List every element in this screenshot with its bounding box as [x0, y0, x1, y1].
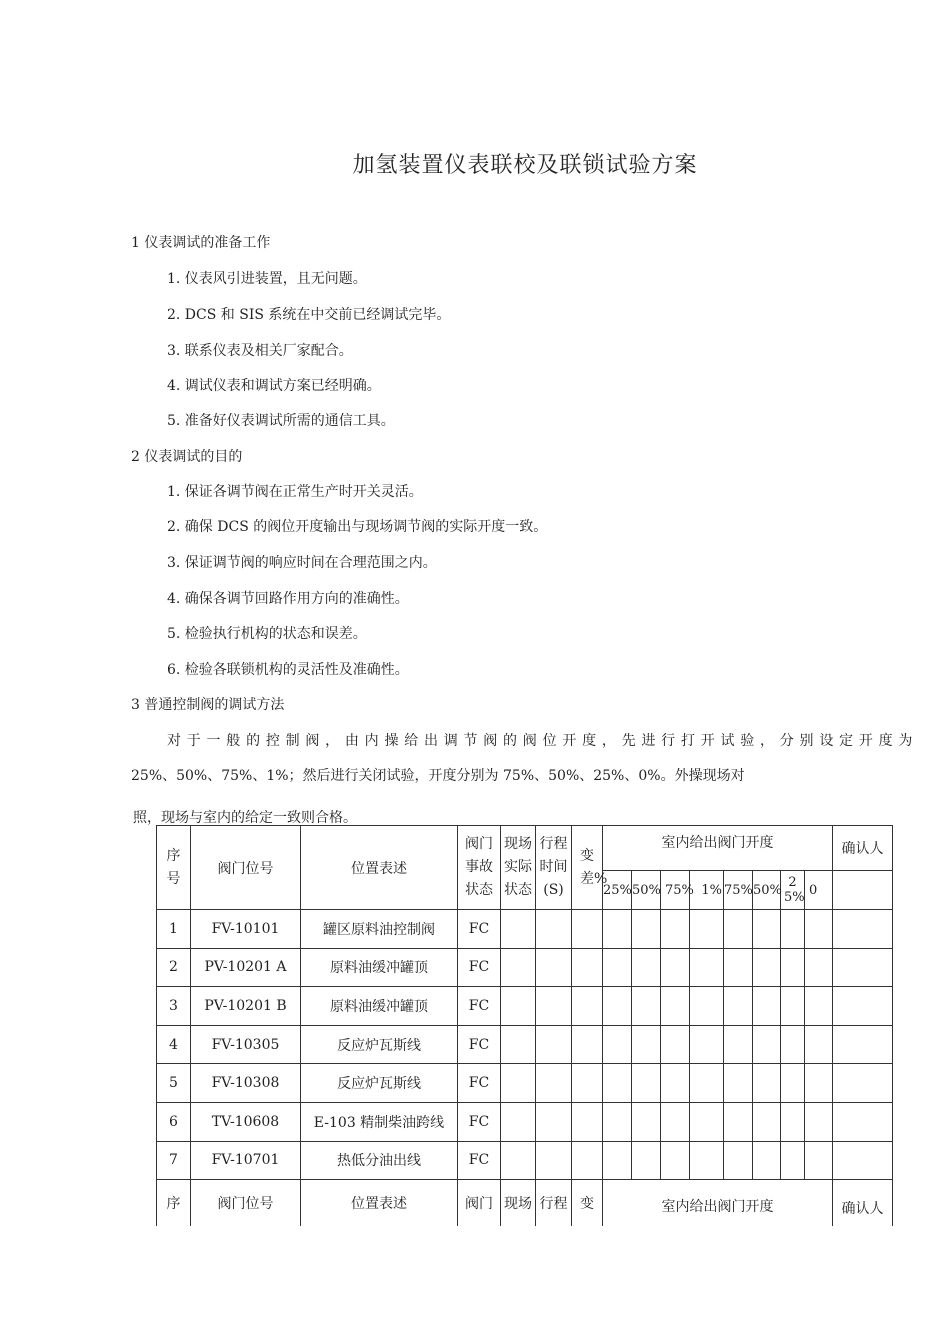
row-opening[interactable] — [632, 1102, 661, 1141]
row-opening[interactable] — [632, 1141, 661, 1180]
row-opening[interactable] — [781, 987, 805, 1026]
row-opening[interactable] — [632, 987, 661, 1026]
row-confirm[interactable] — [833, 1102, 893, 1141]
row-stroke[interactable] — [536, 910, 572, 949]
list-item: 4. 调试仪表和调试方案已经明确。 — [167, 378, 381, 394]
row-opening[interactable] — [661, 1064, 690, 1103]
row-field[interactable] — [501, 910, 536, 949]
header-desc: 位置表述 — [301, 826, 458, 910]
header-opening-group: 室内给出阀门开度 — [603, 1180, 833, 1227]
table-row — [157, 1025, 893, 1064]
row-state: FC — [458, 910, 501, 949]
row-confirm[interactable] — [833, 910, 893, 949]
row-field[interactable] — [501, 1102, 536, 1141]
header-seq: 序 — [157, 1180, 191, 1227]
row-seq: 7 — [157, 1141, 191, 1180]
row-opening[interactable] — [781, 1102, 805, 1141]
header-field-state: 现场实际状态 — [501, 826, 536, 910]
list-item: 3. 联系仪表及相关厂家配合。 — [167, 343, 353, 359]
list-item: 2. DCS 和 SIS 系统在中交前已经调试完毕。 — [167, 307, 451, 323]
row-opening[interactable] — [603, 948, 632, 987]
row-variance[interactable] — [572, 987, 603, 1026]
row-desc: 原料油缓冲罐顶 — [301, 948, 458, 987]
row-opening[interactable] — [690, 987, 724, 1026]
table-row — [157, 1064, 893, 1103]
opening-50-close: 50% — [753, 871, 781, 910]
row-field[interactable] — [501, 987, 536, 1026]
row-desc: 原料油缓冲罐顶 — [301, 987, 458, 1026]
header-seq: 序号 — [157, 826, 191, 910]
row-opening[interactable] — [632, 948, 661, 987]
row-stroke[interactable] — [536, 1025, 572, 1064]
confirm-cell — [833, 871, 893, 910]
row-opening[interactable] — [690, 1141, 724, 1180]
row-opening[interactable] — [724, 1141, 753, 1180]
row-tag: FV-10308 — [191, 1064, 301, 1103]
header-field-state: 现场 — [501, 1180, 536, 1227]
row-opening[interactable] — [753, 1141, 781, 1180]
row-confirm[interactable] — [833, 1064, 893, 1103]
row-opening[interactable] — [724, 987, 753, 1026]
paragraph-line-2: 25%、50%、75%、1%；然后进行关闭试验，开度分别为 75%、50%、25%、0%。外操现场对 — [131, 768, 745, 784]
row-opening[interactable] — [603, 1141, 632, 1180]
row-stroke[interactable] — [536, 987, 572, 1026]
row-desc: E-103 精制柴油跨线 — [301, 1102, 458, 1141]
list-item: 5. 准备好仪表调试所需的通信工具。 — [167, 413, 395, 429]
row-opening[interactable] — [603, 1025, 632, 1064]
row-opening[interactable] — [781, 1025, 805, 1064]
table-header-row — [157, 826, 893, 871]
section-heading-3: 3 普通控制阀的调试方法 — [131, 697, 285, 713]
row-opening[interactable] — [753, 987, 781, 1026]
row-opening[interactable] — [805, 948, 833, 987]
section-heading-2: 2 仪表调试的目的 — [131, 449, 243, 465]
row-opening[interactable] — [753, 948, 781, 987]
row-desc: 反应炉瓦斯线 — [301, 1025, 458, 1064]
row-variance[interactable] — [572, 948, 603, 987]
row-seq: 3 — [157, 987, 191, 1026]
row-confirm[interactable] — [833, 1141, 893, 1180]
header-variance: 变 — [572, 1180, 603, 1227]
row-opening[interactable] — [781, 948, 805, 987]
row-field[interactable] — [501, 948, 536, 987]
header-fail-state: 阀门 — [458, 1180, 501, 1227]
row-opening[interactable] — [753, 910, 781, 949]
paragraph-line-3: 照，现场与室内的给定一致则合格。 — [133, 810, 357, 826]
row-opening[interactable] — [805, 987, 833, 1026]
header-stroke-time: 行程 — [536, 1180, 572, 1227]
table-row — [157, 948, 893, 987]
header-desc: 位置表述 — [301, 1180, 458, 1227]
row-opening[interactable] — [661, 910, 690, 949]
row-opening[interactable] — [632, 1025, 661, 1064]
row-state: FC — [458, 1025, 501, 1064]
list-item: 4. 确保各调节回路作用方向的准确性。 — [167, 591, 409, 607]
row-seq: 4 — [157, 1025, 191, 1064]
header-tag: 阀门位号 — [191, 1180, 301, 1227]
row-opening[interactable] — [603, 987, 632, 1026]
row-opening[interactable] — [690, 910, 724, 949]
row-opening[interactable] — [661, 948, 690, 987]
row-variance[interactable] — [572, 1102, 603, 1141]
header-confirm: 确认人 — [833, 1180, 893, 1227]
section-heading-1: 1 仪表调试的准备工作 — [131, 235, 271, 251]
row-variance[interactable] — [572, 1025, 603, 1064]
opening-1-open: 1% — [690, 871, 724, 910]
row-variance[interactable] — [572, 1064, 603, 1103]
header-confirm: 确认人 — [833, 826, 893, 871]
row-opening[interactable] — [753, 1064, 781, 1103]
table-header-row-repeat — [157, 1180, 893, 1227]
row-stroke[interactable] — [536, 1141, 572, 1180]
row-tag: TV-10608 — [191, 1102, 301, 1141]
row-opening[interactable] — [603, 910, 632, 949]
row-opening[interactable] — [690, 948, 724, 987]
list-item: 3. 保证调节阀的响应时间在合理范围之内。 — [167, 555, 437, 571]
row-opening[interactable] — [724, 910, 753, 949]
row-stroke[interactable] — [536, 1102, 572, 1141]
row-opening[interactable] — [781, 1141, 805, 1180]
row-desc: 罐区原料油控制阀 — [301, 910, 458, 949]
list-item: 1. 保证各调节阀在正常生产时开关灵活。 — [167, 484, 423, 500]
row-opening[interactable] — [661, 1102, 690, 1141]
row-opening[interactable] — [632, 910, 661, 949]
table-row — [157, 910, 893, 949]
row-opening[interactable] — [724, 1102, 753, 1141]
opening-75-close: 75% — [724, 871, 753, 910]
row-opening[interactable] — [661, 1141, 690, 1180]
row-opening[interactable] — [603, 1102, 632, 1141]
row-stroke[interactable] — [536, 948, 572, 987]
table-row — [157, 1141, 893, 1180]
header-variance: 变差% — [572, 826, 603, 910]
row-opening[interactable] — [690, 1102, 724, 1141]
row-tag: FV-10101 — [191, 910, 301, 949]
header-stroke-time: 行程时间(S) — [536, 826, 572, 910]
row-opening[interactable] — [805, 1064, 833, 1103]
row-state: FC — [458, 948, 501, 987]
document-title: 加氢装置仪表联校及联锁试验方案 — [352, 153, 698, 178]
row-seq: 1 — [157, 910, 191, 949]
row-state: FC — [458, 1102, 501, 1141]
row-opening[interactable] — [753, 1102, 781, 1141]
table-row — [157, 1102, 893, 1141]
opening-50-open: 50% — [632, 871, 661, 910]
paragraph-line-1: 对于一般的控制阀，由内操给出调节阀的阀位开度，先进行打开试验，分别设定开度为 — [167, 733, 915, 749]
row-seq: 6 — [157, 1102, 191, 1141]
opening-25-close: 25% — [781, 871, 805, 910]
list-item: 6. 检验各联锁机构的灵活性及准确性。 — [167, 662, 409, 678]
row-confirm[interactable] — [833, 1025, 893, 1064]
row-opening[interactable] — [724, 1025, 753, 1064]
row-variance[interactable] — [572, 1141, 603, 1180]
row-opening[interactable] — [805, 910, 833, 949]
list-item: 5. 检验执行机构的状态和误差。 — [167, 626, 367, 642]
row-state: FC — [458, 987, 501, 1026]
row-desc: 热低分油出线 — [301, 1141, 458, 1180]
row-opening[interactable] — [753, 1025, 781, 1064]
row-opening[interactable] — [805, 1025, 833, 1064]
row-opening[interactable] — [632, 1064, 661, 1103]
row-opening[interactable] — [661, 1025, 690, 1064]
row-tag: FV-10701 — [191, 1141, 301, 1180]
row-confirm[interactable] — [833, 948, 893, 987]
row-field[interactable] — [501, 1025, 536, 1064]
row-variance[interactable] — [572, 910, 603, 949]
header-fail-state: 阀门事故状态 — [458, 826, 501, 910]
row-opening[interactable] — [805, 1102, 833, 1141]
row-stroke[interactable] — [536, 1064, 572, 1103]
row-opening[interactable] — [724, 948, 753, 987]
header-opening-group: 室内给出阀门开度 — [603, 826, 833, 871]
valve-test-table — [156, 825, 893, 1226]
table-row — [157, 987, 893, 1026]
row-tag: FV-10305 — [191, 1025, 301, 1064]
header-tag: 阀门位号 — [191, 826, 301, 910]
row-state: FC — [458, 1064, 501, 1103]
row-opening[interactable] — [661, 987, 690, 1026]
row-opening[interactable] — [724, 1064, 753, 1103]
list-item: 2. 确保 DCS 的阀位开度输出与现场调节阀的实际开度一致。 — [167, 519, 548, 535]
row-field[interactable] — [501, 1064, 536, 1103]
row-state: FC — [458, 1141, 501, 1180]
row-field[interactable] — [501, 1141, 536, 1180]
opening-0-close: 0 — [805, 871, 833, 910]
row-opening[interactable] — [781, 910, 805, 949]
row-confirm[interactable] — [833, 987, 893, 1026]
row-tag: PV-10201 A — [191, 948, 301, 987]
opening-25-open: 25% — [603, 871, 632, 910]
list-item: 1. 仪表风引进装置，且无问题。 — [167, 271, 367, 287]
opening-75-open: 75% — [661, 871, 690, 910]
row-tag: PV-10201 B — [191, 987, 301, 1026]
row-opening[interactable] — [781, 1064, 805, 1103]
row-opening[interactable] — [690, 1064, 724, 1103]
row-opening[interactable] — [603, 1064, 632, 1103]
row-desc: 反应炉瓦斯线 — [301, 1064, 458, 1103]
row-seq: 5 — [157, 1064, 191, 1103]
row-seq: 2 — [157, 948, 191, 987]
row-opening[interactable] — [805, 1141, 833, 1180]
row-opening[interactable] — [690, 1025, 724, 1064]
